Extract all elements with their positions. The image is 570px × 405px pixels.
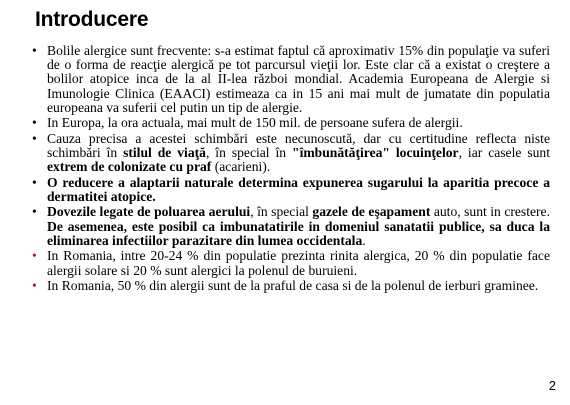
bullet-text: . [362, 232, 366, 248]
bullet-emphasis: gazele de eşapament [312, 204, 431, 220]
bullet-allergy-frequency [32, 44, 550, 115]
bullet-text: auto, sunt in crestere. [430, 204, 550, 220]
bullet-emphasis: "îmbunătăţirea" locuinţelor [292, 145, 459, 161]
bullet-emphasis: stilul de viaţă [123, 145, 206, 161]
bullet-europe-statistics [32, 116, 550, 130]
bullet-breastfeeding [32, 176, 550, 204]
bullet-emphasis: De asemenea, este posibil ca imbunatatirile in domeniul sanatatii publice, sa duca la eliminarea infectiilor parazitare din lumea occidentala [47, 218, 550, 248]
page-number: 2 [548, 378, 556, 393]
bullet-text: In Romania, 50 % din alergii sunt de la praful de casa si de la polenul de ierburi graminee. [47, 278, 539, 294]
bullet-text: Cauza precisa a acestei schimbări este necunoscută, dar cu certitudine reflecta niste schimbări în [47, 130, 550, 161]
bullet-text: In Romania, intre 20-24 % din populatie prezinta rinita alergica, 20 % din populatie face alergii solare si 20 % sunt alergici la polenul de buruieni. [47, 248, 550, 278]
bullet-list [32, 44, 550, 293]
slide-title: Introducere [35, 8, 149, 31]
bullet-romania-dust-pollen [32, 279, 550, 293]
bullet-air-pollution [32, 205, 550, 248]
bullet-text: , în special [250, 204, 313, 220]
bullet-text: , în special în [205, 145, 293, 161]
bullet-romania-rhinitis [32, 249, 550, 277]
bullet-text: In Europa, la ora actuala, mai mult de 150 mil. de persoane sufera de alergii. [47, 115, 463, 131]
slide-content [32, 44, 550, 295]
bullet-emphasis: O reducere a alaptarii naturale determina expunerea sugarului la aparitia precoce a dermatitei atopice. [47, 174, 550, 204]
bullet-causes-lifestyle [32, 132, 550, 175]
bullet-emphasis: extrem de colonizate cu praf [47, 159, 212, 175]
bullet-text: , iar casele sunt [458, 145, 551, 161]
bullet-text: Bolile alergice sunt frecvente: s-a estimat faptul că aproximativ 15% din populaţie va suferi de o forma de reacţie alergică pe tot parcursul vieţii lor. Este clar că a existat o creştere a bolilor atopice inca de la al II-lea război mondial. Academia Europeana de Alergie si Imunologie Clinica (EAACI) estimeaza ca in 15 ani mai mult de jumatate din populatia europeana va suferii cel putin un tip de alergie. [47, 43, 550, 115]
bullet-text: (acarieni). [211, 159, 271, 175]
bullet-emphasis: Dovezile legate de poluarea aerului [47, 204, 251, 220]
